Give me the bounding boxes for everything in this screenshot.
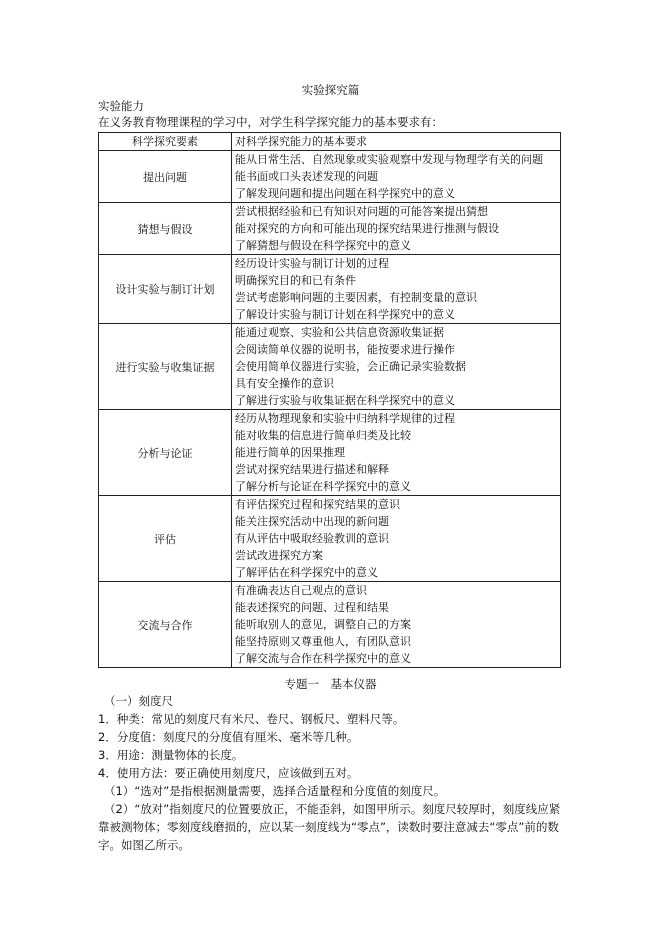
requirement-line: 能听取别人的意见，调整自己的方案	[235, 618, 411, 631]
requirement-line: 会使用简单仪器进行实验，会正确记录实验数据	[235, 360, 466, 373]
table-row	[99, 324, 561, 410]
requirement-line: 有评估探究过程和探究结果的意识	[235, 498, 400, 511]
header-element: 科学探究要素	[99, 133, 232, 151]
ruler-item-5: （1）“选对”是指根据测量需要，选择合适量程和分度值的刻度尺。	[104, 784, 446, 798]
header-requirement: 对科学探究能力的基本要求	[232, 133, 561, 151]
requirement-line: 尝试改进探究方案	[235, 549, 323, 562]
ruler-item-3: 3．用途：测量物体的长度。	[98, 748, 244, 762]
inquiry-element: 交流与合作	[99, 582, 232, 668]
inquiry-element: 猜想与假设	[99, 203, 232, 255]
table-row	[99, 582, 561, 668]
inquiry-element: 提出问题	[99, 151, 232, 203]
ruler-heading: （一）刻度尺	[104, 694, 173, 708]
table-row	[99, 255, 561, 324]
ruler-item-7: 靠被测物体；零刻度线磨损的，应以某一刻度线为“零点”，读数时要注意减去“零点”前的数	[98, 820, 559, 834]
topic-title: 专题一 基本仪器	[284, 677, 377, 691]
requirement-line: 了解进行实验与收集证据在科学探究中的意义	[235, 394, 455, 407]
section-heading: 实验能力	[98, 99, 144, 113]
requirement-line: 了解分析与论证在科学探究中的意义	[235, 480, 411, 493]
requirement-line: 了解交流与合作在科学探究中的意义	[235, 652, 411, 665]
inquiry-ability-table	[98, 132, 561, 668]
requirements-cell	[232, 324, 561, 410]
requirement-line: 能关注探究活动中出现的新问题	[235, 515, 389, 528]
table-row	[99, 410, 561, 496]
ruler-item-1: 1．种类：常见的刻度尺有米尺、卷尺、钢板尺、塑料尺等。	[98, 712, 405, 726]
inquiry-element: 分析与论证	[99, 410, 232, 496]
inquiry-element: 设计实验与制订计划	[99, 255, 232, 324]
ruler-item-4: 4．使用方法：要正确使用刻度尺，应该做到五对。	[98, 766, 359, 780]
requirement-line: 有从评估中吸取经验教训的意识	[235, 532, 389, 545]
requirements-cell	[232, 255, 561, 324]
requirement-line: 了解设计实验与制订计划在科学探究中的意义	[235, 308, 455, 321]
requirement-line: 尝试对探究结果进行描述和解释	[235, 463, 389, 476]
requirement-line: 能表述探究的问题、过程和结果	[235, 601, 389, 614]
ruler-item-8: 字。如图乙所示。	[98, 838, 190, 852]
requirement-line: 能对探究的方向和可能出现的探究结果进行推测与假设	[235, 222, 499, 235]
requirement-line: 能进行简单的因果推理	[235, 446, 345, 459]
requirement-line: 明确探究目的和已有条件	[235, 274, 356, 287]
requirement-line: 有准确表达自己观点的意识	[235, 584, 367, 597]
requirement-line: 尝试考虑影响问题的主要因素，有控制变量的意识	[235, 291, 477, 304]
requirements-cell	[232, 151, 561, 203]
requirement-line: 能通过观察、实验和公共信息资源收集证据	[235, 326, 444, 339]
requirement-line: 了解评估在科学探究中的意义	[235, 566, 378, 579]
requirement-line: 了解猜想与假设在科学探究中的意义	[235, 239, 411, 252]
ruler-item-2: 2．分度值：刻度尺的分度值有厘米、毫米等几种。	[98, 730, 359, 744]
requirements-cell	[232, 582, 561, 668]
requirement-line: 能书面或口头表述发现的问题	[235, 170, 378, 183]
table-header-row	[99, 133, 561, 151]
requirements-cell	[232, 496, 561, 582]
document-title: 实验探究篇	[301, 83, 360, 97]
requirement-line: 经历从物理现象和实验中归纳科学规律的过程	[235, 412, 455, 425]
ruler-item-6: （2）“放对”指刻度尺的位置要放正，不能歪斜，如图甲所示。刻度尺较厚时，刻度线应紧	[104, 802, 561, 816]
requirement-line: 尝试根据经验和已有知识对问题的可能答案提出猜想	[235, 205, 488, 218]
intro-text: 在义务教育物理课程的学习中，对学生科学探究能力的基本要求有：	[98, 115, 443, 129]
table-row	[99, 151, 561, 203]
table-row	[99, 203, 561, 255]
requirement-line: 能坚持原则又尊重他人，有团队意识	[235, 635, 411, 648]
requirement-line: 能从日常生活、自然现象或实验观察中发现与物理学有关的问题	[235, 153, 543, 166]
inquiry-element: 评估	[99, 496, 232, 582]
requirement-line: 具有安全操作的意识	[235, 377, 334, 390]
table-row	[99, 496, 561, 582]
inquiry-element: 进行实验与收集证据	[99, 324, 232, 410]
requirement-line: 会阅读简单仪器的说明书，能按要求进行操作	[235, 343, 455, 356]
requirements-cell	[232, 410, 561, 496]
requirement-line: 经历设计实验与制订计划的过程	[235, 257, 389, 270]
requirements-cell	[232, 203, 561, 255]
requirement-line: 能对收集的信息进行简单归类及比较	[235, 429, 411, 442]
requirement-line: 了解发现问题和提出问题在科学探究中的意义	[235, 187, 455, 200]
